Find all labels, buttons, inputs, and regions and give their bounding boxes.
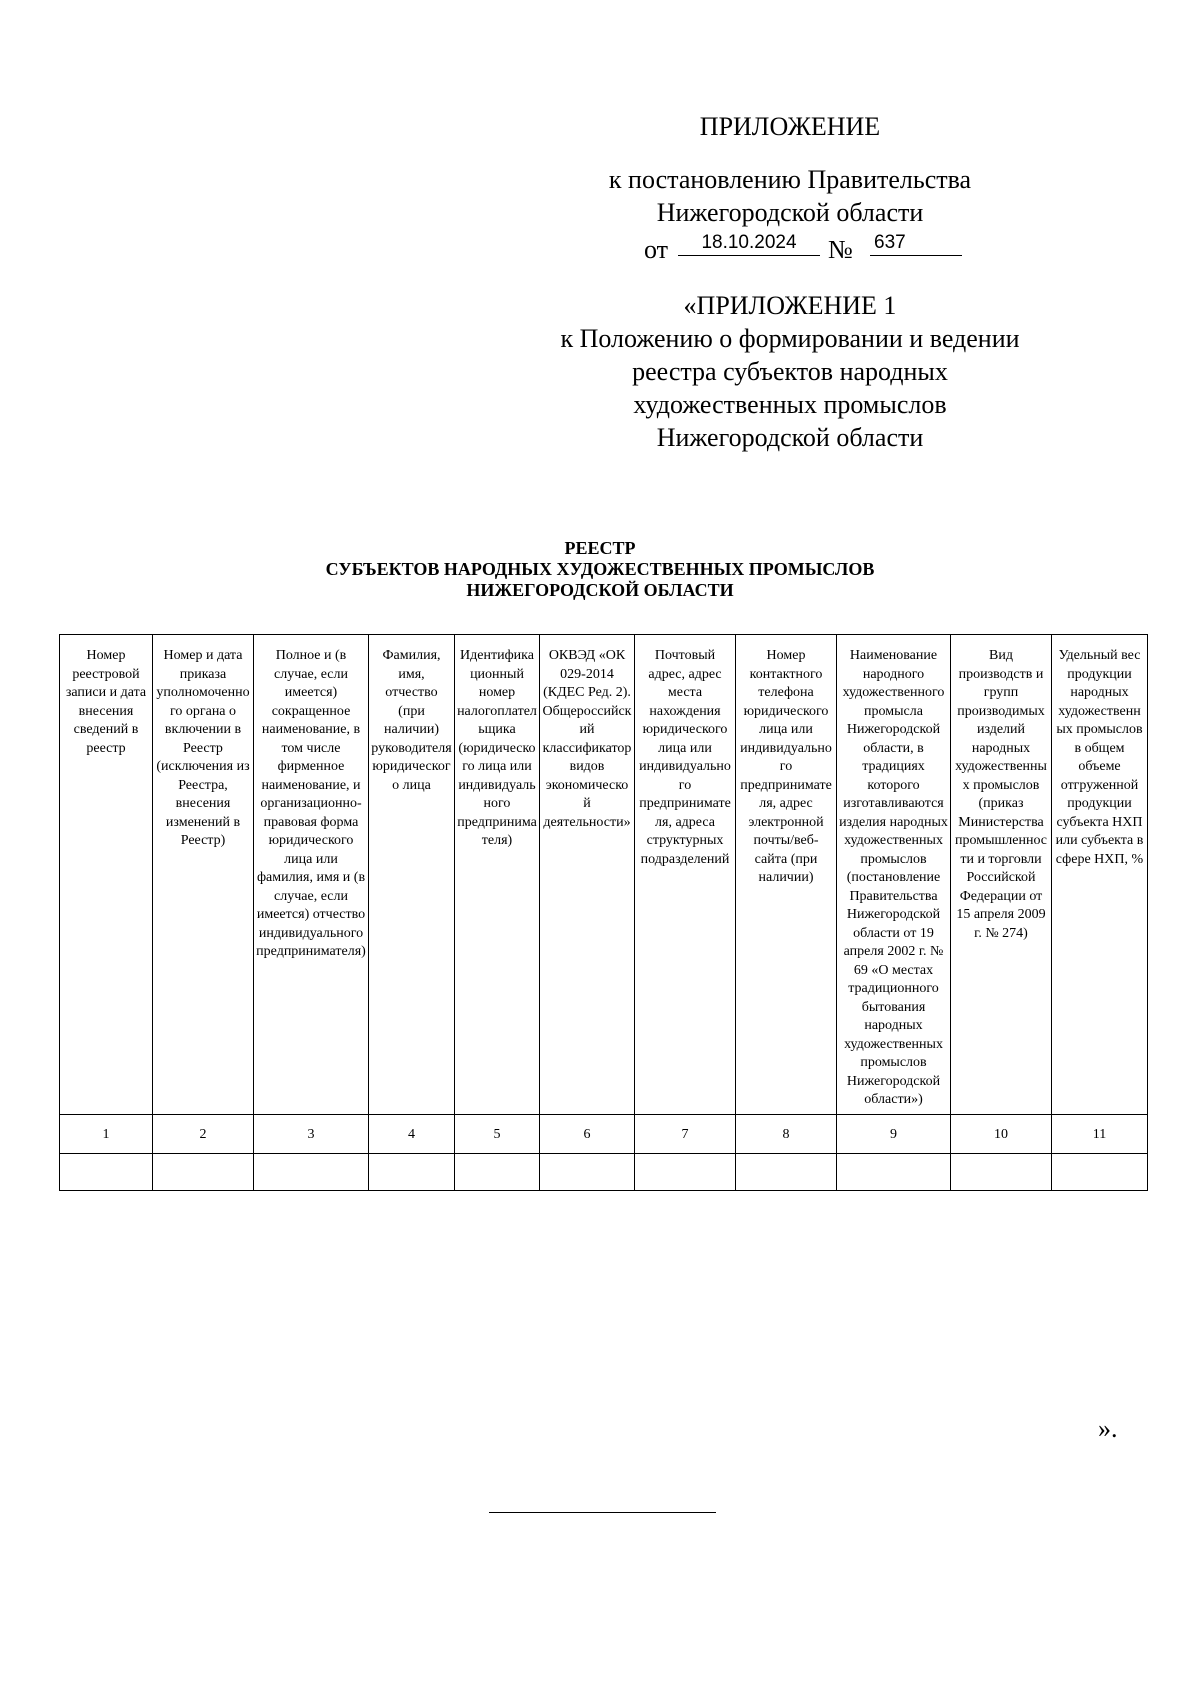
empty-cell: [1052, 1153, 1148, 1190]
column-header-2: Номер и дата приказа уполномоченного органа о включении в Реестр (исключения из Реестра, внесения изменений в Реестр): [153, 635, 254, 1115]
column-number: 10: [951, 1114, 1052, 1153]
registry-table: [59, 634, 1148, 1191]
empty-cell: [254, 1153, 369, 1190]
resolution-date-number: [520, 231, 1060, 267]
column-header-1: Номер реестровой записи и дата внесения сведений в реестр: [60, 635, 153, 1115]
column-number: 2: [153, 1114, 254, 1153]
empty-cell: [60, 1153, 153, 1190]
column-number: 6: [540, 1114, 635, 1153]
registry-title-line-2: СУБЪЕКТОВ НАРОДНЫХ ХУДОЖЕСТВЕННЫХ ПРОМЫСЛОВ: [325, 559, 875, 579]
number-label: №: [828, 235, 853, 264]
resolution-date: 18.10.2024: [678, 231, 820, 256]
appendix1-line-4: Нижегородской области: [656, 423, 924, 452]
column-header-8: Номер контактного телефона юридического лица или индивидуального предпринимателя, адрес электронной почты/веб-сайта (при наличии): [736, 635, 837, 1115]
empty-cell: [369, 1153, 455, 1190]
from-label: от: [644, 235, 669, 264]
appendix-line-1: к постановлению Правительства: [608, 165, 972, 194]
appendix1-block: [520, 289, 1060, 454]
appendix1-line-1: к Положению о формировании и ведении: [560, 324, 1020, 353]
column-number: 1: [60, 1114, 153, 1153]
column-number: 11: [1052, 1114, 1148, 1153]
column-number: 4: [369, 1114, 455, 1153]
appendix1-line-3: художественных промыслов: [633, 390, 947, 419]
column-number: 8: [736, 1114, 837, 1153]
empty-cell: [635, 1153, 736, 1190]
empty-data-row: [60, 1153, 1148, 1190]
footer-separator-line: [489, 1512, 716, 1513]
column-header-3: Полное и (в случае, если имеется) сокращенное наименование, в том числе фирменное наименование, и организационно-правовая форма юридического лица или фамилия, имя и (в случае, если имеется) отчество индивидуального предпринимателя): [254, 635, 369, 1115]
column-number: 7: [635, 1114, 736, 1153]
appendix1-line-2: реестра субъектов народных: [632, 357, 948, 386]
resolution-number: 637: [870, 231, 962, 256]
registry-title-line-3: НИЖЕГОРОДСКОЙ ОБЛАСТИ: [466, 580, 734, 600]
empty-cell: [153, 1153, 254, 1190]
appendix-block: [520, 110, 1060, 454]
empty-cell: [837, 1153, 951, 1190]
column-header-11: Удельный вес продукции народных художественных промыслов в общем объеме отгруженной продукции субъекта НХП или субъекта в сфере НХП, %: [1052, 635, 1148, 1115]
column-number: 3: [254, 1114, 369, 1153]
column-number-row: [60, 1114, 1148, 1153]
empty-cell: [540, 1153, 635, 1190]
registry-title: [0, 538, 1200, 601]
column-number: 5: [455, 1114, 540, 1153]
appendix1-title: «ПРИЛОЖЕНИЕ 1: [683, 291, 897, 320]
column-header-9: Наименование народного художественного промысла Нижегородской области, в традициях которого изготавливаются изделия народных художественных промыслов (постановление Правительства Нижегородской области от 19 апреля 2002 г. № 69 «О местах традиционного бытования народных художественных промыслов Нижегородской области»): [837, 635, 951, 1115]
column-header-6: ОКВЭД «ОК 029-2014 (КДЕС Ред. 2). Общероссийский классификатор видов экономической деятельности»: [540, 635, 635, 1115]
appendix-title: ПРИЛОЖЕНИЕ: [699, 112, 881, 141]
column-header-4: Фамилия, имя, отчество (при наличии) руководителя юридического лица: [369, 635, 455, 1115]
empty-cell: [455, 1153, 540, 1190]
empty-cell: [736, 1153, 837, 1190]
appendix-line-2: Нижегородской области: [656, 198, 924, 227]
registry-title-line-1: РЕЕСТР: [564, 538, 636, 558]
column-number: 9: [837, 1114, 951, 1153]
column-header-5: Идентификационный номер налогоплательщика (юридического лица или индивидуального предпринимателя): [455, 635, 540, 1115]
column-header-7: Почтовый адрес, адрес места нахождения юридического лица или индивидуального предпринимателя, адреса структурных подразделений: [635, 635, 736, 1115]
column-header-10: Вид производств и групп производимых изделий народных художественных промыслов (приказ Министерства промышленности и торговли Российской Федерации от 15 апреля 2009 г. № 274): [951, 635, 1052, 1115]
closing-quote-mark: ».: [1098, 1414, 1118, 1443]
header-row: [60, 635, 1148, 1115]
empty-cell: [951, 1153, 1052, 1190]
